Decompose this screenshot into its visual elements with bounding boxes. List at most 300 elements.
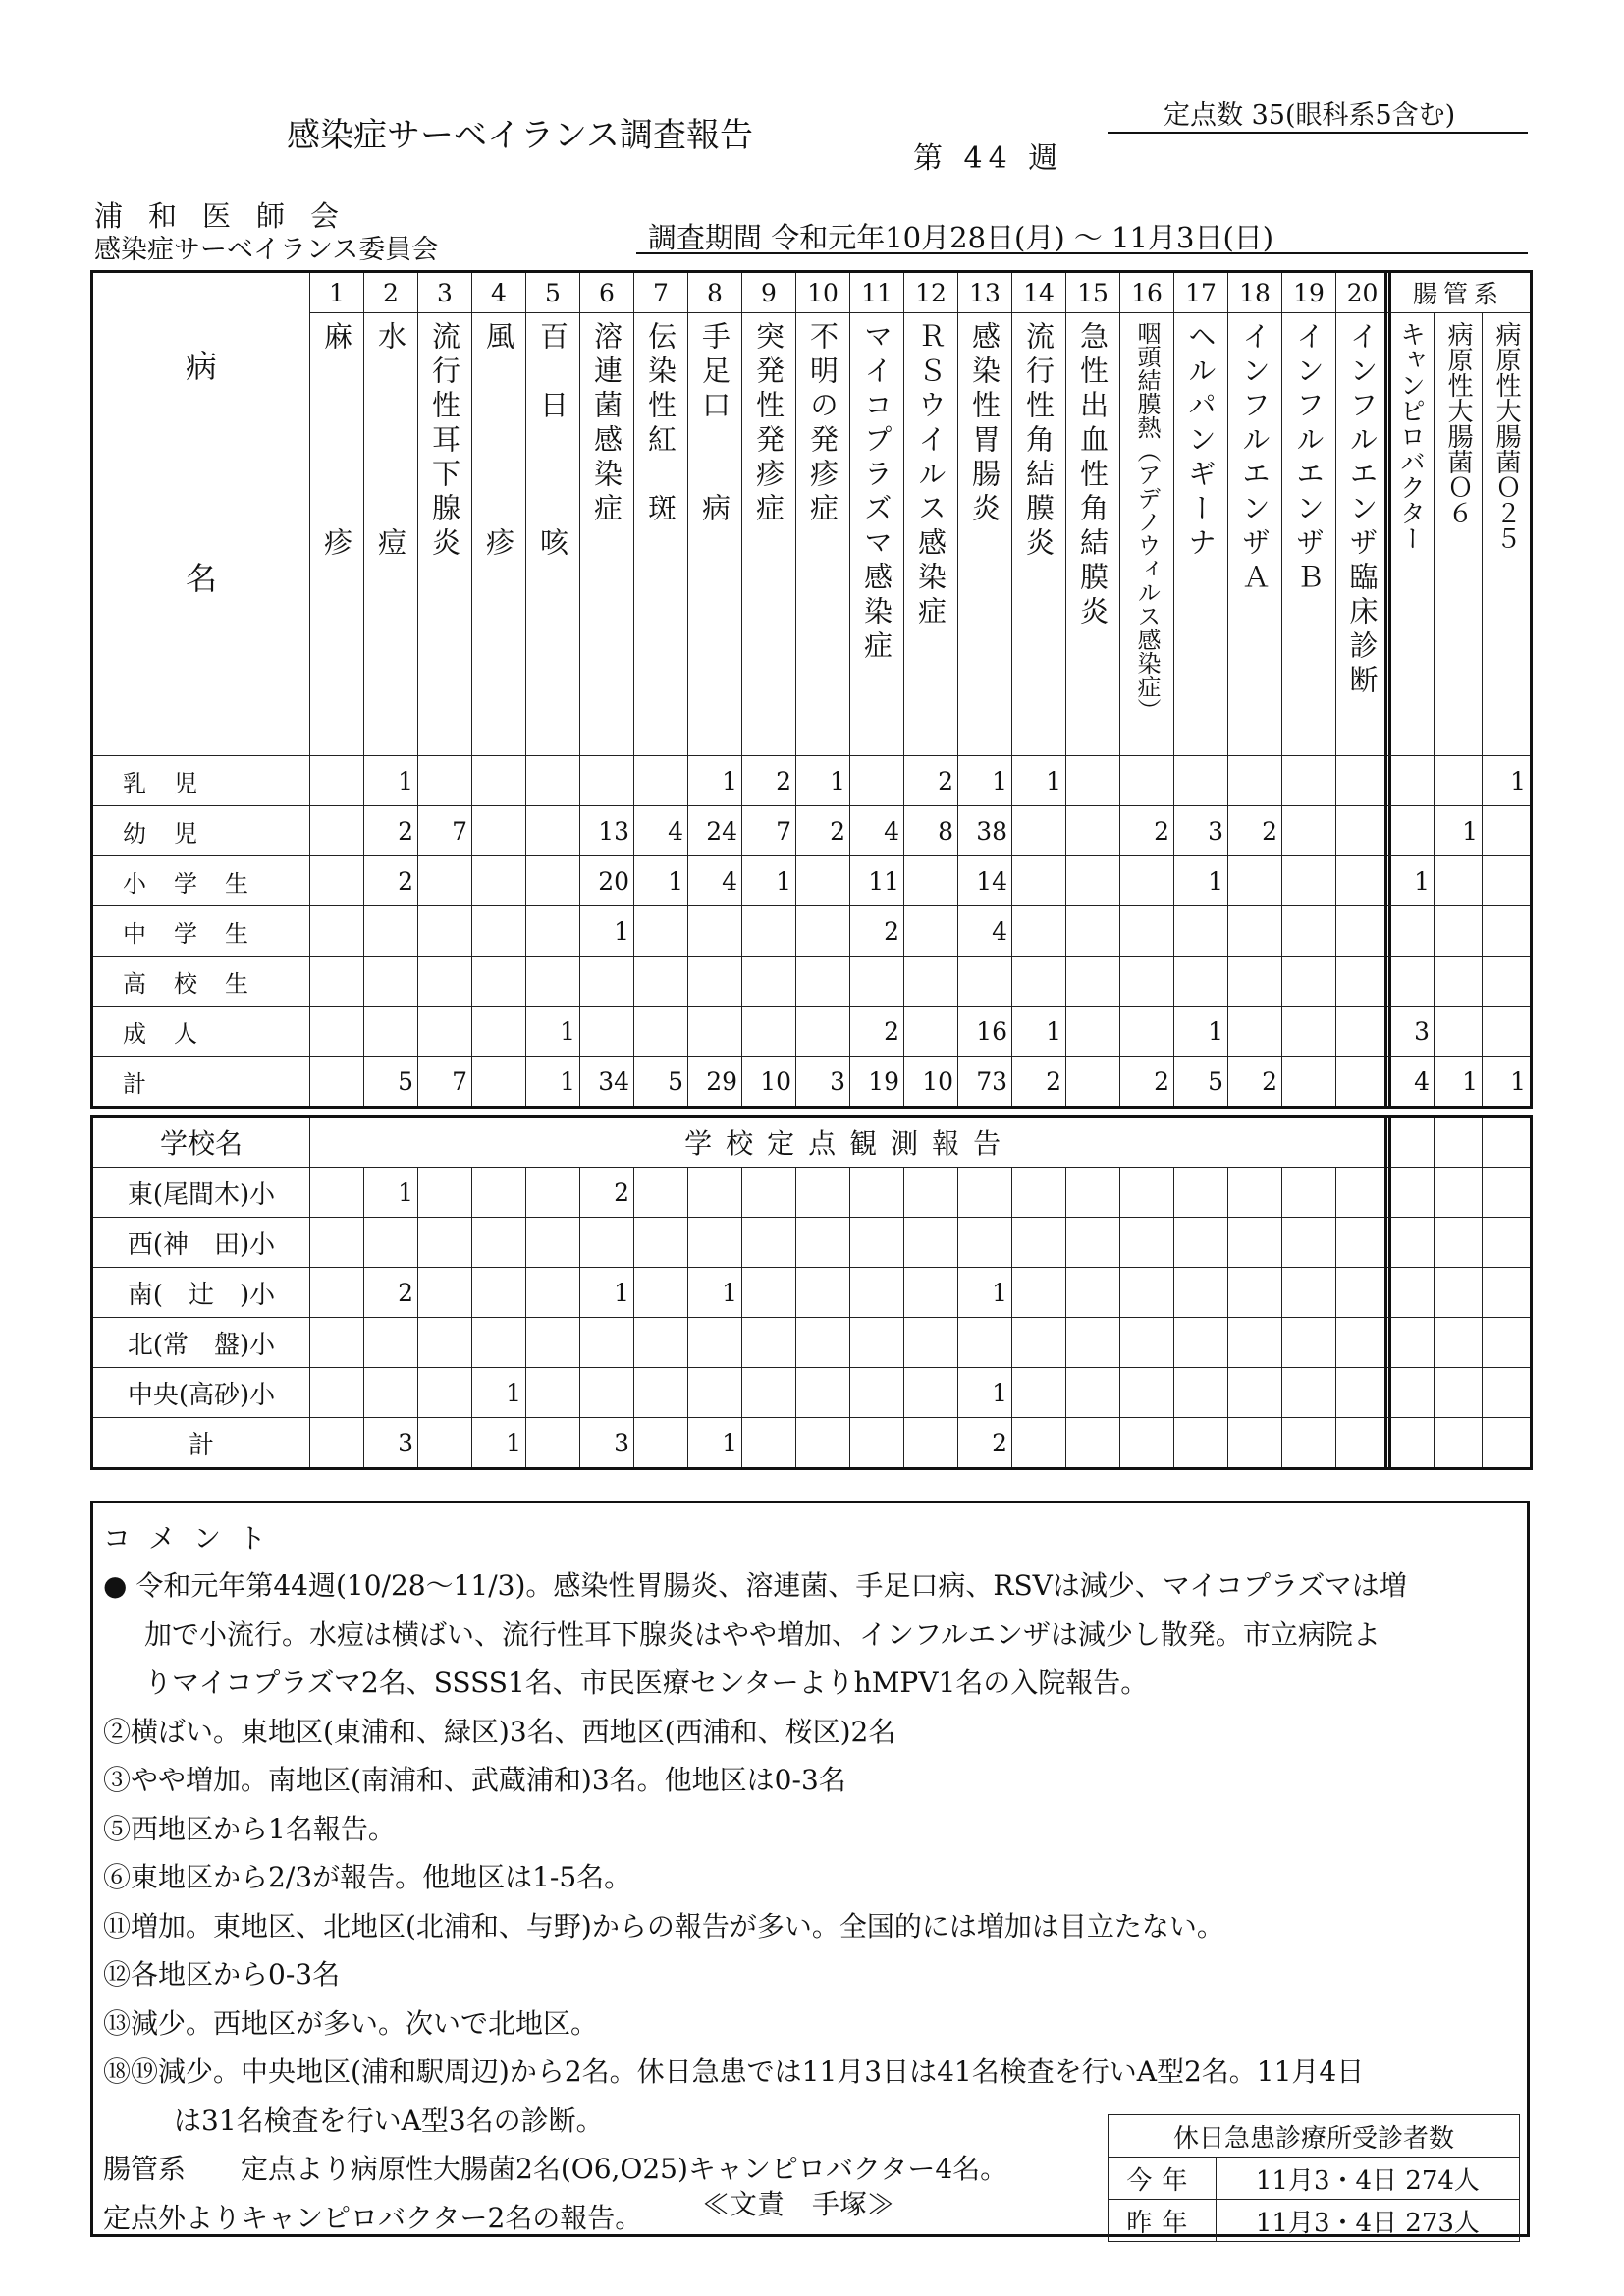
gut-disease-name: 病原性大腸菌Ｏ６ bbox=[1443, 321, 1473, 525]
count-cell bbox=[580, 1318, 634, 1368]
school-table-title: 学校定点観測報告 bbox=[310, 1117, 1390, 1168]
count-cell: 2 bbox=[1012, 1057, 1066, 1108]
count-cell bbox=[472, 1268, 526, 1318]
count-cell: 1 bbox=[472, 1368, 526, 1418]
count-cell: 4 bbox=[634, 806, 688, 856]
count-cell: 2 bbox=[364, 856, 418, 906]
count-cell: 1 bbox=[958, 1268, 1012, 1318]
disease-number: 10 bbox=[796, 272, 850, 313]
disease-name: 伝染性紅 斑 bbox=[644, 321, 677, 527]
count-cell: 2 bbox=[364, 806, 418, 856]
count-cell bbox=[796, 1007, 850, 1057]
table-row bbox=[92, 856, 1390, 906]
count-cell bbox=[742, 906, 796, 957]
count-cell bbox=[526, 957, 580, 1007]
count-cell bbox=[1174, 1368, 1228, 1418]
table-row bbox=[1386, 1168, 1532, 1218]
table-row bbox=[92, 1057, 1390, 1108]
table-row bbox=[1386, 906, 1532, 957]
count-cell: 1 bbox=[580, 1268, 634, 1318]
clinic-title: 休日急患診療所受診者数 bbox=[1109, 2115, 1520, 2158]
table-row bbox=[1386, 1057, 1532, 1108]
disease-name: 流行性角結膜炎 bbox=[1022, 321, 1056, 562]
count-cell bbox=[688, 1168, 742, 1218]
disease-number: 7 bbox=[634, 272, 688, 313]
count-cell bbox=[634, 1168, 688, 1218]
count-cell bbox=[310, 957, 364, 1007]
table-row bbox=[92, 1168, 1390, 1218]
header-char: 名 bbox=[185, 560, 217, 597]
count-cell: 20 bbox=[580, 856, 634, 906]
count-cell bbox=[1483, 806, 1532, 856]
count-cell bbox=[364, 1218, 418, 1268]
disease-name: マイコプラズマ感染症 bbox=[860, 321, 893, 665]
count-cell bbox=[580, 957, 634, 1007]
disease-number: 15 bbox=[1066, 272, 1120, 313]
empty-cell bbox=[1435, 1168, 1483, 1218]
count-cell bbox=[1435, 906, 1483, 957]
count-cell bbox=[904, 1318, 958, 1368]
count-cell: 1 bbox=[958, 1368, 1012, 1418]
disease-name-cell bbox=[634, 313, 688, 756]
count-cell bbox=[1282, 856, 1336, 906]
disease-number: 19 bbox=[1282, 272, 1336, 313]
count-cell bbox=[1066, 806, 1120, 856]
count-cell bbox=[634, 957, 688, 1007]
disease-name-cell bbox=[580, 313, 634, 756]
row-label: 高校生 bbox=[92, 957, 310, 1007]
report-title: 感染症サーベイランス調査報告 bbox=[287, 116, 753, 155]
count-cell bbox=[1066, 1318, 1120, 1368]
count-cell: 34 bbox=[580, 1057, 634, 1108]
count-cell bbox=[526, 806, 580, 856]
divider bbox=[1108, 132, 1528, 134]
count-cell: 1 bbox=[1435, 1057, 1483, 1108]
gut-table bbox=[1384, 270, 1533, 1109]
count-cell bbox=[310, 1268, 364, 1318]
count-cell bbox=[580, 1368, 634, 1418]
count-cell bbox=[364, 906, 418, 957]
empty-cell bbox=[1386, 1117, 1435, 1168]
empty-cell bbox=[1435, 1318, 1483, 1368]
empty-cell bbox=[1435, 1418, 1483, 1469]
count-cell bbox=[418, 1318, 472, 1368]
disease-number: 11 bbox=[850, 272, 904, 313]
count-cell: 2 bbox=[364, 1268, 418, 1318]
count-cell bbox=[418, 1007, 472, 1057]
empty-cell bbox=[1435, 1268, 1483, 1318]
count-cell bbox=[958, 1168, 1012, 1218]
count-cell bbox=[1435, 1007, 1483, 1057]
count-cell bbox=[1336, 1007, 1390, 1057]
count-cell bbox=[472, 906, 526, 957]
row-label: 計 bbox=[92, 1057, 310, 1108]
school-name-header: 学校名 bbox=[92, 1117, 310, 1168]
count-cell: 1 bbox=[1386, 856, 1435, 906]
count-cell bbox=[1228, 1168, 1282, 1218]
count-cell bbox=[472, 806, 526, 856]
disease-number: 5 bbox=[526, 272, 580, 313]
count-cell bbox=[1012, 1318, 1066, 1368]
count-cell bbox=[1228, 756, 1282, 806]
empty-cell bbox=[1386, 1268, 1435, 1318]
count-cell bbox=[742, 1368, 796, 1418]
table-row bbox=[1386, 1218, 1532, 1268]
empty-cell bbox=[1435, 1368, 1483, 1418]
disease-name-cell bbox=[958, 313, 1012, 756]
disease-name: 百 日 咳 bbox=[536, 321, 569, 562]
disease-name: インフルエンザＡ bbox=[1238, 321, 1272, 596]
count-cell bbox=[1066, 1368, 1120, 1418]
count-cell bbox=[1012, 856, 1066, 906]
count-cell bbox=[958, 957, 1012, 1007]
count-cell bbox=[796, 1318, 850, 1368]
count-cell: 2 bbox=[742, 756, 796, 806]
count-cell bbox=[1066, 1218, 1120, 1268]
clinic-row-label: 昨年 bbox=[1109, 2200, 1217, 2242]
count-cell bbox=[1066, 856, 1120, 906]
count-cell bbox=[1228, 1268, 1282, 1318]
disease-name: インフルエンザ臨床診断 bbox=[1345, 321, 1380, 699]
count-cell bbox=[850, 1168, 904, 1218]
count-cell: 4 bbox=[850, 806, 904, 856]
count-cell bbox=[1012, 806, 1066, 856]
count-cell bbox=[742, 1007, 796, 1057]
gut-header: 腸管系 bbox=[1386, 272, 1532, 313]
count-cell: 1 bbox=[1174, 856, 1228, 906]
disease-name: 感染性胃腸炎 bbox=[968, 321, 1001, 527]
disease-name: 風 疹 bbox=[482, 321, 515, 562]
count-cell: 7 bbox=[742, 806, 796, 856]
count-cell bbox=[904, 1368, 958, 1418]
count-cell bbox=[1228, 1368, 1282, 1418]
disease-number: 1 bbox=[310, 272, 364, 313]
count-cell: 5 bbox=[1174, 1057, 1228, 1108]
disease-number: 13 bbox=[958, 272, 1012, 313]
comment-line: ⑫各地区から0-3名 bbox=[103, 1958, 341, 1991]
disease-name-cell bbox=[472, 313, 526, 756]
count-cell bbox=[1174, 957, 1228, 1007]
count-cell bbox=[580, 1218, 634, 1268]
signature: ≪文責 手塚≫ bbox=[702, 2188, 895, 2220]
divider bbox=[636, 252, 1528, 254]
count-cell: 1 bbox=[526, 1057, 580, 1108]
disease-number: 20 bbox=[1336, 272, 1390, 313]
count-cell bbox=[1336, 856, 1390, 906]
count-cell: 2 bbox=[958, 1418, 1012, 1469]
count-cell bbox=[1228, 1218, 1282, 1268]
count-cell: 8 bbox=[904, 806, 958, 856]
school-name: 西(神 田)小 bbox=[92, 1218, 310, 1268]
count-cell: 1 bbox=[526, 1007, 580, 1057]
count-cell bbox=[364, 1007, 418, 1057]
count-cell: 1 bbox=[1483, 756, 1532, 806]
count-cell bbox=[742, 1318, 796, 1368]
count-cell bbox=[1282, 1218, 1336, 1268]
count-cell bbox=[1282, 1368, 1336, 1418]
table-row bbox=[92, 806, 1390, 856]
table-row bbox=[1386, 856, 1532, 906]
count-cell: 5 bbox=[634, 1057, 688, 1108]
gut-disease-name: 病原性大腸菌Ｏ２５ bbox=[1491, 321, 1521, 551]
count-cell bbox=[1435, 957, 1483, 1007]
count-cell: 3 bbox=[580, 1418, 634, 1469]
row-label: 乳児 bbox=[92, 756, 310, 806]
count-cell bbox=[472, 957, 526, 1007]
school-name: 北(常 盤)小 bbox=[92, 1318, 310, 1368]
comment-line: 腸管系 定点より病原性大腸菌2名(O6,O25)キャンピロバクター4名。 bbox=[103, 2153, 1008, 2185]
count-cell: 1 bbox=[634, 856, 688, 906]
count-cell bbox=[1386, 906, 1435, 957]
disease-name: 不明の発疹症 bbox=[806, 321, 839, 527]
disease-name-cell bbox=[1336, 313, 1390, 756]
count-cell bbox=[1012, 1218, 1066, 1268]
count-cell bbox=[1483, 856, 1532, 906]
count-cell bbox=[1435, 756, 1483, 806]
count-cell: 4 bbox=[958, 906, 1012, 957]
count-cell bbox=[1435, 856, 1483, 906]
school-name: 東(尾間木)小 bbox=[92, 1168, 310, 1218]
count-cell: 11 bbox=[850, 856, 904, 906]
count-cell: 10 bbox=[904, 1057, 958, 1108]
count-cell: 1 bbox=[742, 856, 796, 906]
count-cell bbox=[310, 1057, 364, 1108]
empty-cell bbox=[1386, 1318, 1435, 1368]
comment-line: は31名検査を行いA型3名の診断。 bbox=[174, 2104, 604, 2137]
disease-number: 4 bbox=[472, 272, 526, 313]
disease-name-cell bbox=[418, 313, 472, 756]
empty-cell bbox=[1483, 1268, 1532, 1318]
disease-table bbox=[90, 270, 1391, 1109]
count-cell bbox=[580, 756, 634, 806]
sentinel-count: 定点数 35(眼科系5含む) bbox=[1164, 100, 1456, 131]
count-cell bbox=[1282, 1168, 1336, 1218]
count-cell bbox=[1066, 1268, 1120, 1318]
row-label: 幼児 bbox=[92, 806, 310, 856]
count-cell bbox=[1282, 1318, 1336, 1368]
empty-cell bbox=[1386, 1218, 1435, 1268]
count-cell: 7 bbox=[418, 806, 472, 856]
count-cell bbox=[1174, 1218, 1228, 1268]
count-cell bbox=[1336, 1318, 1390, 1368]
count-cell bbox=[1336, 756, 1390, 806]
disease-number: 9 bbox=[742, 272, 796, 313]
count-cell bbox=[418, 1168, 472, 1218]
count-cell bbox=[796, 1268, 850, 1318]
count-cell bbox=[310, 856, 364, 906]
school-header-row bbox=[92, 1117, 1390, 1168]
disease-name: ヘルパンギーナ bbox=[1184, 321, 1218, 562]
count-cell: 1 bbox=[958, 756, 1012, 806]
count-cell: 1 bbox=[364, 756, 418, 806]
count-cell bbox=[364, 1318, 418, 1368]
count-cell bbox=[1228, 1318, 1282, 1368]
table-row bbox=[92, 957, 1390, 1007]
count-cell bbox=[634, 1418, 688, 1469]
count-cell bbox=[742, 1418, 796, 1469]
count-cell bbox=[1336, 806, 1390, 856]
row-label: 成人 bbox=[92, 1007, 310, 1057]
disease-name-cell bbox=[796, 313, 850, 756]
count-cell bbox=[418, 1368, 472, 1418]
count-cell bbox=[796, 1218, 850, 1268]
count-cell bbox=[742, 1218, 796, 1268]
table-row bbox=[1386, 1268, 1532, 1318]
count-cell: 4 bbox=[1386, 1057, 1435, 1108]
table-row bbox=[92, 1268, 1390, 1318]
count-cell bbox=[1120, 1268, 1174, 1318]
count-cell bbox=[796, 957, 850, 1007]
count-cell: 73 bbox=[958, 1057, 1012, 1108]
count-cell: 19 bbox=[850, 1057, 904, 1108]
count-cell bbox=[634, 1218, 688, 1268]
count-cell bbox=[796, 906, 850, 957]
count-cell: 4 bbox=[688, 856, 742, 906]
count-cell bbox=[1282, 1418, 1336, 1469]
table-row bbox=[92, 1218, 1390, 1268]
count-cell bbox=[418, 756, 472, 806]
count-cell bbox=[742, 957, 796, 1007]
count-cell bbox=[1120, 906, 1174, 957]
count-cell bbox=[904, 1007, 958, 1057]
disease-name: 突発性発疹症 bbox=[752, 321, 785, 527]
table-row bbox=[1386, 957, 1532, 1007]
school-name: 南( 辻 )小 bbox=[92, 1268, 310, 1318]
count-cell bbox=[418, 906, 472, 957]
empty-cell bbox=[1483, 1168, 1532, 1218]
week-number: 第 44 週 bbox=[913, 141, 1064, 176]
count-cell: 2 bbox=[1120, 806, 1174, 856]
count-cell bbox=[418, 957, 472, 1007]
disease-number: 2 bbox=[364, 272, 418, 313]
disease-number: 6 bbox=[580, 272, 634, 313]
disease-name: インフルエンザＢ bbox=[1292, 321, 1326, 596]
disease-name-cell bbox=[688, 313, 742, 756]
count-cell bbox=[310, 806, 364, 856]
count-cell bbox=[796, 1418, 850, 1469]
gut-disease-name: キャンピロバクター bbox=[1395, 321, 1426, 551]
empty-cell bbox=[1435, 1117, 1483, 1168]
count-cell bbox=[1012, 1368, 1066, 1418]
count-cell bbox=[634, 906, 688, 957]
count-cell bbox=[580, 1007, 634, 1057]
count-cell bbox=[850, 1218, 904, 1268]
count-cell bbox=[1120, 1368, 1174, 1418]
count-cell bbox=[634, 1368, 688, 1418]
count-cell bbox=[1120, 1318, 1174, 1368]
comment-line: ②横ばい。東地区(東浦和、緑区)3名、西地区(西浦和、桜区)2名 bbox=[103, 1715, 896, 1748]
count-cell bbox=[796, 1168, 850, 1218]
count-cell: 13 bbox=[580, 806, 634, 856]
disease-name-cell bbox=[364, 313, 418, 756]
count-cell bbox=[1174, 1168, 1228, 1218]
count-cell bbox=[1386, 756, 1435, 806]
disease-name: 咽頭結膜熱（アデノウィルス感染症） bbox=[1133, 321, 1161, 722]
empty-cell bbox=[1386, 1418, 1435, 1469]
count-cell bbox=[688, 906, 742, 957]
count-cell bbox=[310, 1168, 364, 1218]
empty-cell bbox=[1435, 1218, 1483, 1268]
disease-number: 18 bbox=[1228, 272, 1282, 313]
comment-line: 加で小流行。水痘は横ばい、流行性耳下腺炎はやや増加、インフルエンザは減少し散発。市立病院よ bbox=[144, 1617, 1380, 1651]
count-cell bbox=[1336, 957, 1390, 1007]
disease-name-cell bbox=[1228, 313, 1282, 756]
count-cell bbox=[472, 1168, 526, 1218]
count-cell bbox=[310, 1007, 364, 1057]
table-row bbox=[92, 1007, 1390, 1057]
count-cell bbox=[526, 1368, 580, 1418]
empty-cell bbox=[1386, 1368, 1435, 1418]
table-row bbox=[92, 1368, 1390, 1418]
disease-name-cell bbox=[526, 313, 580, 756]
count-cell bbox=[1336, 1168, 1390, 1218]
count-cell bbox=[796, 856, 850, 906]
count-cell: 10 bbox=[742, 1057, 796, 1108]
count-cell bbox=[1066, 1418, 1120, 1469]
disease-name: 麻 疹 bbox=[320, 321, 353, 562]
table-row bbox=[92, 1318, 1390, 1368]
count-cell bbox=[742, 1168, 796, 1218]
count-cell bbox=[742, 1268, 796, 1318]
count-cell bbox=[1336, 1368, 1390, 1418]
count-cell: 1 bbox=[688, 1268, 742, 1318]
count-cell: 24 bbox=[688, 806, 742, 856]
count-cell bbox=[1174, 906, 1228, 957]
count-cell: 1 bbox=[1174, 1007, 1228, 1057]
disease-name: 溶連菌感染症 bbox=[590, 321, 623, 527]
organization-name: 浦和医師会 bbox=[94, 199, 365, 233]
count-cell bbox=[904, 957, 958, 1007]
disease-name-cell bbox=[850, 313, 904, 756]
count-cell bbox=[364, 1368, 418, 1418]
count-cell bbox=[1120, 856, 1174, 906]
count-cell: 1 bbox=[688, 1418, 742, 1469]
clinic-row-value: 11月3・4日 273人 bbox=[1216, 2200, 1519, 2242]
table-row bbox=[1386, 1418, 1532, 1469]
count-cell bbox=[418, 856, 472, 906]
disease-name-cell bbox=[310, 313, 364, 756]
count-cell: 14 bbox=[958, 856, 1012, 906]
count-cell bbox=[1066, 1168, 1120, 1218]
empty-cell bbox=[1483, 1418, 1532, 1469]
count-cell: 7 bbox=[418, 1057, 472, 1108]
count-cell bbox=[1282, 806, 1336, 856]
count-cell bbox=[310, 1418, 364, 1469]
count-cell bbox=[1386, 806, 1435, 856]
count-cell bbox=[310, 756, 364, 806]
count-cell bbox=[904, 1168, 958, 1218]
count-cell bbox=[1336, 1057, 1390, 1108]
count-cell bbox=[850, 1368, 904, 1418]
count-cell bbox=[526, 1268, 580, 1318]
count-cell: 29 bbox=[688, 1057, 742, 1108]
count-cell bbox=[1120, 1218, 1174, 1268]
count-cell: 1 bbox=[796, 756, 850, 806]
count-cell: 1 bbox=[1483, 1057, 1532, 1108]
gut-header-row bbox=[1386, 272, 1532, 313]
disease-name: 水 痘 bbox=[374, 321, 407, 562]
count-cell bbox=[1066, 1007, 1120, 1057]
count-cell bbox=[1120, 756, 1174, 806]
count-cell bbox=[1282, 906, 1336, 957]
count-cell: 3 bbox=[1386, 1007, 1435, 1057]
count-cell bbox=[904, 1268, 958, 1318]
comment-line: ⑤西地区から1名報告。 bbox=[103, 1812, 396, 1845]
clinic-row-value: 11月3・4日 274人 bbox=[1216, 2158, 1519, 2200]
count-cell bbox=[310, 1368, 364, 1418]
number-row bbox=[92, 272, 1390, 313]
count-cell: 3 bbox=[1174, 806, 1228, 856]
